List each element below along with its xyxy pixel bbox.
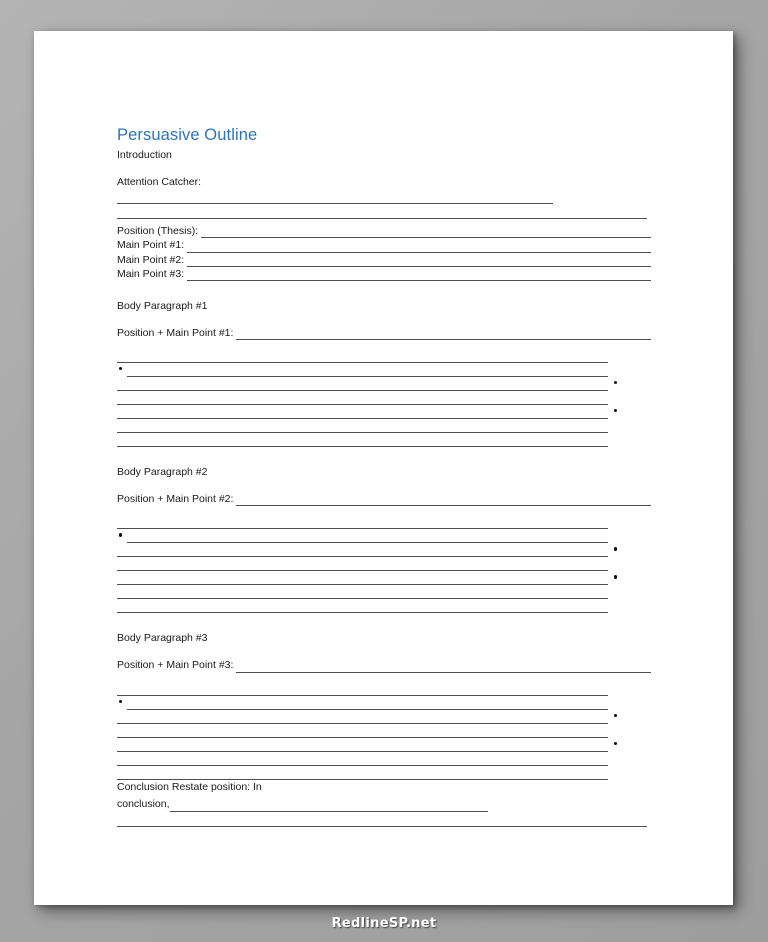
field-row-body-3-prompt[interactable] (117, 658, 651, 672)
bullet-icon (614, 409, 617, 412)
section-heading-body-paragraph-3: Body Paragraph #3 (117, 632, 208, 645)
body-1-line-4[interactable] (117, 405, 651, 419)
body-1-line-2[interactable] (117, 377, 651, 391)
section-heading-body-paragraph-1: Body Paragraph #1 (117, 300, 208, 312)
bullet-icon (614, 547, 617, 550)
body-1-lines (117, 349, 651, 447)
watermark: RedlineSP.net (331, 916, 437, 931)
spacer (117, 506, 651, 515)
bullet-icon (119, 367, 122, 370)
spacer (117, 644, 651, 658)
field-label-body-3-prompt: Position + Main Point #3: (117, 659, 234, 672)
body-3-line-4[interactable] (117, 738, 651, 752)
attention-catcher-label: Attention Catcher: (117, 176, 202, 189)
field-label-main-point-2: Main Point #2: (117, 253, 185, 266)
body-2-line-4[interactable] (117, 571, 651, 585)
body-1-line-1[interactable] (117, 363, 651, 377)
body-1-line-3[interactable] (117, 391, 651, 405)
body-1-line-5[interactable] (117, 419, 651, 433)
body-2-line-3[interactable] (117, 557, 651, 571)
field-input-body-3-prompt[interactable] (236, 661, 651, 673)
field-label-main-point-3: Main Point #3: (117, 267, 185, 280)
conclusion-label-line-2: conclusion, (117, 797, 170, 810)
bullet-icon (614, 742, 617, 745)
field-input-main-point-3[interactable] (187, 269, 651, 281)
body-3-lines (117, 682, 651, 780)
spacer (117, 673, 651, 682)
field-label-body-1-prompt: Position + Main Point #1: (117, 327, 234, 339)
body-3-line-5[interactable] (117, 752, 651, 766)
spacer (117, 340, 651, 349)
body-1-line-0[interactable] (117, 349, 651, 363)
field-label-body-2-prompt: Position + Main Point #2: (117, 493, 234, 506)
spacer (117, 312, 651, 326)
document-content (117, 126, 651, 827)
section-heading-introduction: Introduction (117, 149, 172, 162)
body-1-line-6[interactable] (117, 433, 651, 447)
conclusion-row[interactable] (117, 794, 651, 812)
body-3-line-1[interactable] (117, 696, 651, 710)
body-3-line-3[interactable] (117, 724, 651, 738)
bullet-icon (614, 714, 617, 717)
field-row-body-1-prompt[interactable] (117, 326, 651, 340)
spacer (117, 478, 651, 492)
bullet-icon (614, 575, 617, 578)
field-input-body-1-prompt[interactable] (236, 328, 651, 340)
body-3-line-6[interactable] (117, 766, 651, 780)
spacer (117, 204, 651, 218)
spacer (117, 812, 651, 826)
conclusion-label-line-1: Conclusion Restate position: In (117, 780, 262, 793)
field-row-main-point-3[interactable] (117, 267, 651, 281)
page-title: Persuasive Outline (117, 126, 258, 144)
body-2-line-5[interactable] (117, 585, 651, 599)
field-input-position-thesis[interactable] (201, 226, 651, 238)
field-row-main-point-1[interactable] (117, 238, 651, 252)
field-row-body-2-prompt[interactable] (117, 492, 651, 506)
field-input-main-point-1[interactable] (187, 241, 651, 253)
spacer (117, 189, 651, 203)
body-2-lines (117, 515, 651, 613)
section-heading-body-paragraph-2: Body Paragraph #2 (117, 466, 208, 479)
field-input-main-point-2[interactable] (187, 255, 651, 267)
spacer (117, 613, 651, 632)
spacer (117, 447, 651, 466)
conclusion-line-final[interactable] (117, 826, 647, 827)
body-2-line-2[interactable] (117, 543, 651, 557)
body-3-line-0[interactable] (117, 682, 651, 696)
body-2-line-0[interactable] (117, 515, 651, 529)
field-label-main-point-1: Main Point #1: (117, 239, 185, 252)
bullet-icon (614, 381, 617, 384)
body-2-line-1[interactable] (117, 529, 651, 543)
body-2-line-6[interactable] (117, 599, 651, 613)
spacer (117, 161, 651, 175)
field-row-main-point-2[interactable] (117, 253, 651, 267)
document-page (34, 31, 733, 905)
bullet-icon (119, 700, 122, 703)
field-input-body-2-prompt[interactable] (236, 494, 651, 506)
field-row-position-thesis[interactable] (117, 224, 651, 238)
conclusion-input[interactable] (170, 800, 488, 812)
body-3-line-2[interactable] (117, 710, 651, 724)
field-label-position-thesis: Position (Thesis): (117, 225, 199, 238)
spacer (117, 281, 651, 300)
bullet-icon (119, 533, 122, 536)
